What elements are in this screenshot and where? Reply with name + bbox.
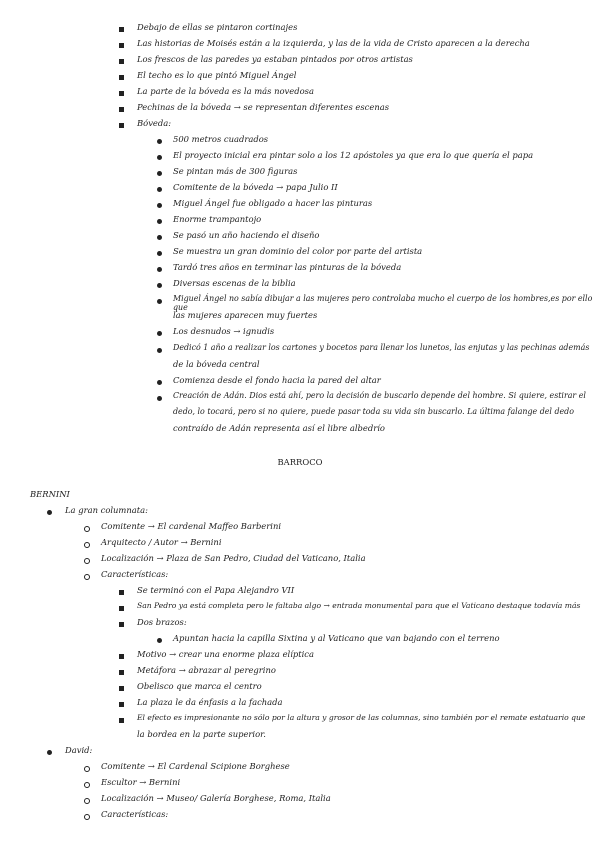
list-item: 500 metros cuadrados <box>173 134 269 144</box>
square-bullet-icon <box>119 59 124 64</box>
square-bullet-icon <box>119 107 124 112</box>
ring-bullet-icon <box>84 798 90 804</box>
square-bullet-icon <box>119 43 124 48</box>
list-item: El efecto es impresionante no sólo por la altura y grosor de las columnas, sino también por el remate estatuario que <box>137 713 586 722</box>
list-item: Apuntan hacia la capilla Sixtina y al Vaticano que van bajando con el terreno <box>173 633 500 643</box>
list-item: Las historias de Moisés están a la izquierda, y las de la vida de Cristo aparecen a la derecha <box>137 38 530 48</box>
list-item: Debajo de ellas se pintaron cortinajes <box>137 22 298 32</box>
author-heading: BERNINI <box>30 489 70 499</box>
list-item: Los frescos de las paredes ya estaban pintados por otros artistas <box>137 54 413 64</box>
list-item: Localización → Plaza de San Pedro, Ciudad del Vaticano, Italia <box>101 553 366 563</box>
list-item: Comitente de la bóveda → papa Julio II <box>173 182 338 192</box>
list-item: Arquitecto / Autor → Bernini <box>101 537 222 547</box>
list-item: La gran columnata: <box>65 505 148 515</box>
list-item: Motivo → crear una enorme plaza elíptica <box>137 649 314 659</box>
dot-bullet-icon <box>157 219 162 224</box>
list-item: Miguel Ángel fue obligado a hacer las pinturas <box>173 198 373 208</box>
list-item: Comitente → El Cardenal Scipione Borghese <box>101 761 290 771</box>
list-item: El techo es lo que pintó Miguel Ángel <box>137 70 297 80</box>
ring-bullet-icon <box>84 814 90 820</box>
section-title: BARROCO <box>277 457 323 467</box>
dot-bullet-icon <box>157 187 162 192</box>
square-bullet-icon <box>119 702 124 707</box>
dot-bullet-icon <box>157 139 162 144</box>
list-item: Escultor → Bernini <box>101 777 181 787</box>
dot-bullet-icon <box>157 331 162 336</box>
list-item: Obelisco que marca el centro <box>137 681 262 691</box>
list-item: La parte de la bóveda es la más novedosa <box>137 86 314 96</box>
square-bullet-icon <box>119 686 124 691</box>
ring-bullet-icon <box>84 558 90 564</box>
list-item: Comitente → El cardenal Maffeo Barberini <box>101 521 282 531</box>
square-bullet-icon <box>119 91 124 96</box>
list-item: Se terminó con el Papa Alejandro VII <box>137 585 295 595</box>
list-item: Miguel Ángel no sabía dibujar a las mujeres pero controlaba mucho el cuerpo de los hombres,es por ello que <box>173 294 593 312</box>
dot-bullet-icon <box>157 380 162 385</box>
list-item-continuation: de la bóveda central <box>173 359 260 369</box>
dot-bullet-icon <box>47 510 52 515</box>
dot-bullet-icon <box>157 155 162 160</box>
list-item: Diversas escenas de la biblia <box>173 278 296 288</box>
list-item: Características: <box>101 569 169 579</box>
square-bullet-icon <box>119 123 124 128</box>
list-item: Dos brazos: <box>137 617 187 627</box>
square-bullet-icon <box>119 670 124 675</box>
square-bullet-icon <box>119 654 124 659</box>
dot-bullet-icon <box>157 396 162 401</box>
dot-bullet-icon <box>157 203 162 208</box>
list-item: San Pedro ya está completa pero le faltaba algo → entrada monumental para que el Vaticano destaque todavía más <box>137 601 581 610</box>
list-item: Creación de Adán. Dios está ahí, pero la decisión de buscarlo depende del hombre. Si quiere, estirar el <box>173 391 586 400</box>
dot-bullet-icon <box>157 235 162 240</box>
list-item: Bóveda: <box>137 118 172 128</box>
list-item: Se pasó un año haciendo el diseño <box>173 230 320 240</box>
list-item: David: <box>65 745 93 755</box>
dot-bullet-icon <box>157 171 162 176</box>
dot-bullet-icon <box>157 251 162 256</box>
square-bullet-icon <box>119 718 124 723</box>
square-bullet-icon <box>119 75 124 80</box>
square-bullet-icon <box>119 622 124 627</box>
square-bullet-icon <box>119 27 124 32</box>
list-item: Se pintan más de 300 figuras <box>173 166 298 176</box>
ring-bullet-icon <box>84 574 90 580</box>
ring-bullet-icon <box>84 526 90 532</box>
dot-bullet-icon <box>47 750 52 755</box>
ring-bullet-icon <box>84 782 90 788</box>
list-item-continuation: las mujeres aparecen muy fuertes <box>173 310 318 320</box>
list-item: Comienza desde el fondo hacia la pared del altar <box>173 375 381 385</box>
list-item-continuation: dedo, lo tocará, pero si no quiere, puede pasar toda su vida sin buscarlo. La última falange del dedo <box>173 407 574 416</box>
dot-bullet-icon <box>157 267 162 272</box>
list-item: Localización → Museo/ Galería Borghese, Roma, Italia <box>101 793 331 803</box>
list-item: Enorme trampantojo <box>173 214 262 224</box>
dot-bullet-icon <box>157 348 162 353</box>
list-item: Se muestra un gran dominio del color por parte del artista <box>173 246 423 256</box>
list-item: Los desnudos → ignudis <box>173 326 275 336</box>
list-item-continuation: la bordea en la parte superior. <box>137 729 266 739</box>
list-item: Pechinas de la bóveda → se representan diferentes escenas <box>137 102 390 112</box>
square-bullet-icon <box>119 590 124 595</box>
list-item: Tardó tres años en terminar las pinturas de la bóveda <box>173 262 402 272</box>
dot-bullet-icon <box>157 283 162 288</box>
list-item-continuation: contraído de Adán representa así el libre albedrío <box>173 423 385 433</box>
list-item: El proyecto inicial era pintar solo a los 12 apóstoles ya que era lo que quería el papa <box>173 150 534 160</box>
ring-bullet-icon <box>84 766 90 772</box>
list-item: Características: <box>101 809 169 819</box>
dot-bullet-icon <box>157 299 162 304</box>
ring-bullet-icon <box>84 542 90 548</box>
list-item: La plaza le da énfasis a la fachada <box>137 697 283 707</box>
square-bullet-icon <box>119 606 124 611</box>
list-item: Metáfora → abrazar al peregrino <box>137 665 276 675</box>
dot-bullet-icon <box>157 638 162 643</box>
list-item: Dedicó 1 año a realizar los cartones y bocetos para llenar los lunetos, las enjutas y las pechinas además <box>173 343 590 352</box>
